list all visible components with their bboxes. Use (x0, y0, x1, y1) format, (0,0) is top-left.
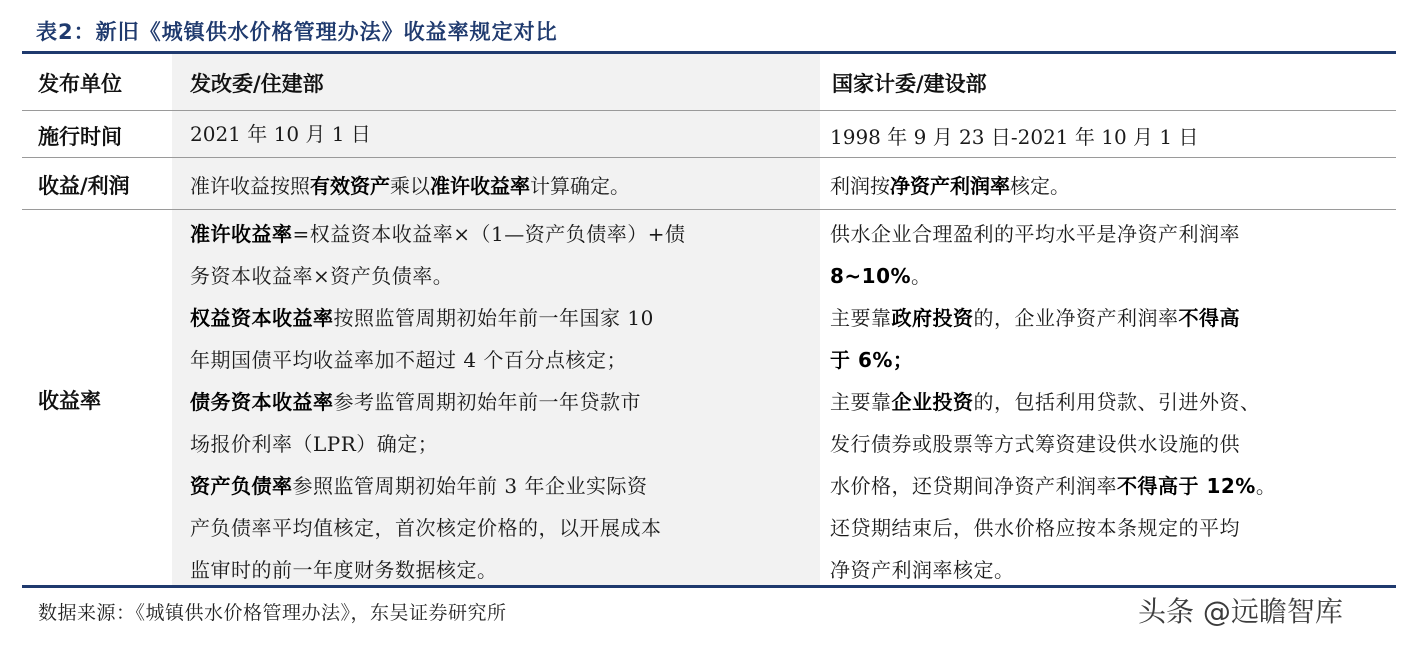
text-segment: 净资产利润率核定。 (830, 558, 1015, 582)
bold-term: 资产负债率 (190, 474, 293, 498)
rate-new-line (190, 302, 654, 331)
text-segment: 水价格，还贷期间净资产利润率 (830, 474, 1117, 498)
rate-new-line (190, 386, 641, 415)
header-col-publisher: 发布单位 (38, 72, 122, 96)
rate-new-line (190, 512, 662, 541)
rate-new-line (190, 428, 438, 457)
row-label-rate: 收益率 (38, 389, 101, 413)
bold-term: 准许收益率 (190, 222, 293, 246)
text-segment: 务资本收益率×资产负债率。 (190, 264, 454, 288)
effective-old: 1998 年 9 月 23 日-2021 年 10 月 1 日 (830, 125, 1199, 149)
bottom-rule (22, 585, 1396, 588)
text-segment: 计算确定。 (530, 174, 630, 198)
text-segment: 产负债率平均值核定，首次核定价格的，以开展成本 (190, 516, 662, 540)
bold-term: 债务资本收益率 (190, 390, 334, 414)
bold-term: 政府投资 (891, 306, 974, 330)
bold-term: 于 6%； (830, 348, 914, 372)
text-segment: 准许收益按照 (190, 174, 310, 198)
rate-old-line (830, 554, 1015, 583)
text-segment: 监审时的前一年度财务数据核定。 (190, 558, 498, 582)
rate-new-line (190, 260, 453, 289)
rate-old-line (830, 302, 1240, 331)
income-new (190, 170, 630, 199)
text-segment: 还贷期结束后，供水价格应按本条规定的平均 (830, 516, 1240, 540)
rate-new-line (190, 554, 498, 583)
rate-old-line (830, 470, 1276, 499)
bold-term: 有效资产 (310, 174, 390, 198)
text-segment: 乘以 (390, 174, 430, 198)
effective-new: 2021 年 10 月 1 日 (190, 122, 371, 146)
rate-new-line (190, 344, 627, 373)
bold-term: 准许收益率 (430, 174, 530, 198)
income-old (830, 170, 1070, 199)
rate-old-line (830, 344, 913, 373)
row-label-effective: 施行时间 (38, 125, 122, 149)
text-segment: 按照监管周期初始年前一年国家 10 (333, 306, 654, 330)
table-title: 表2：新旧《城镇供水价格管理办法》收益率规定对比 (36, 20, 558, 44)
bold-term: 不得高于 12% (1117, 474, 1256, 498)
text-segment: 的，企业净资产利润率 (973, 306, 1179, 330)
text-segment: 发行债券或股票等方式筹资建设供水设施的供 (830, 432, 1240, 456)
rate-old-line (830, 512, 1240, 541)
bold-term: 企业投资 (891, 390, 974, 414)
bold-term: 不得高 (1178, 306, 1240, 330)
row-divider (22, 110, 1396, 111)
row-divider (22, 209, 1396, 210)
text-segment: 。 (1255, 474, 1277, 498)
text-segment: =权益资本收益率×（1—资产负债率）+债 (292, 222, 686, 246)
text-segment: 。 (911, 264, 932, 288)
rate-old-line (830, 386, 1261, 415)
rate-old-line (830, 428, 1240, 457)
rate-new-line (190, 218, 686, 247)
watermark: 头条 @远瞻智库 (1138, 595, 1343, 628)
text-segment: 参考监管周期初始年前一年贷款市 (333, 390, 641, 414)
rate-new-line (190, 470, 647, 499)
rate-old-line (830, 260, 932, 289)
data-source-note: 数据来源：《城镇供水价格管理办法》，东吴证券研究所 (38, 602, 507, 624)
bold-term: 净资产利润率 (890, 174, 1010, 198)
text-segment: 年期国债平均收益率加不超过 4 个百分点核定； (190, 348, 627, 372)
text-segment: 主要靠 (830, 390, 892, 414)
text-segment: 场报价利率（LPR）确定； (190, 432, 439, 456)
bold-term: 8~10% (830, 264, 912, 288)
text-segment: 利润按 (830, 174, 890, 198)
text-segment: 参照监管周期初始年前 3 年企业实际资 (292, 474, 648, 498)
text-segment: 主要靠 (830, 306, 892, 330)
rate-old-line (830, 218, 1240, 247)
text-segment: 的，包括利用贷款、引进外资、 (973, 390, 1261, 414)
text-segment: 核定。 (1010, 174, 1070, 198)
header-col-new: 发改委/住建部 (190, 72, 324, 96)
row-label-income: 收益/利润 (38, 174, 130, 198)
bold-term: 权益资本收益率 (190, 306, 334, 330)
header-col-old: 国家计委/建设部 (832, 72, 987, 96)
text-segment: 供水企业合理盈利的平均水平是净资产利润率 (830, 222, 1240, 246)
row-divider (22, 157, 1396, 158)
